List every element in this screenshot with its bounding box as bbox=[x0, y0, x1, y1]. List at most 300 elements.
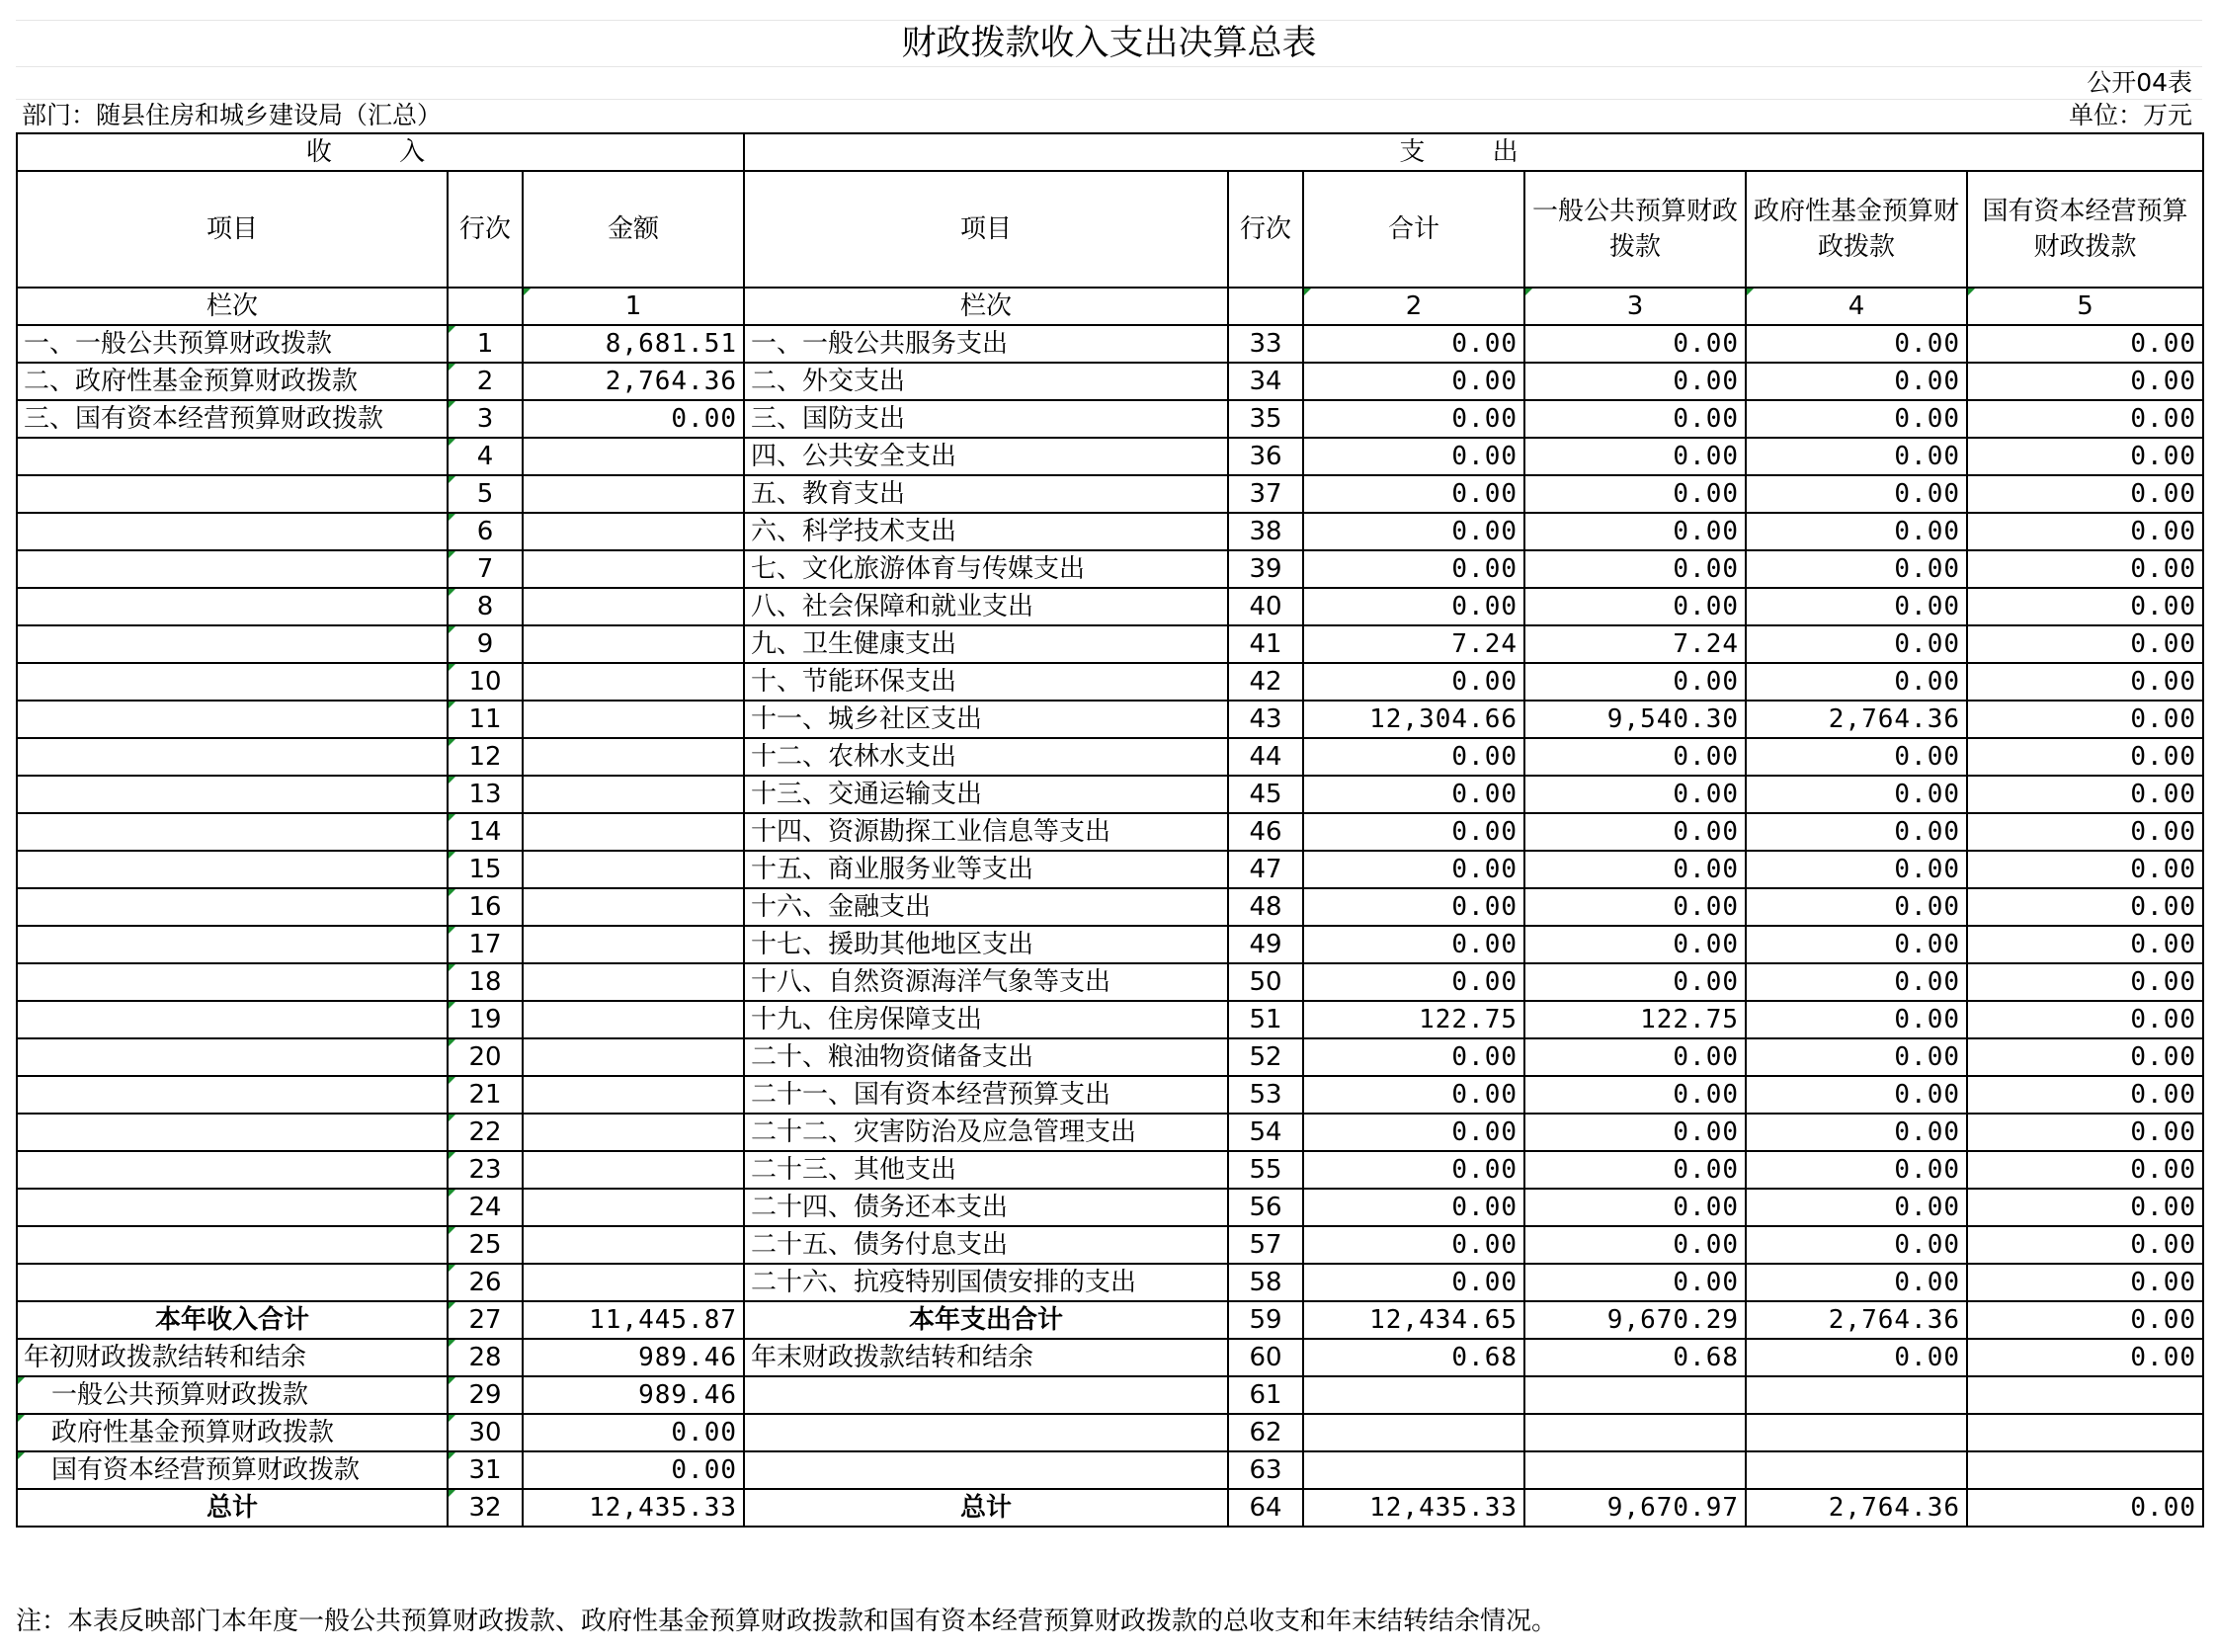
index-label: 栏次 bbox=[17, 288, 448, 325]
form-code-row bbox=[16, 67, 2202, 100]
col-header-state: 国有资本经营预算财政拨款 bbox=[1967, 171, 2203, 288]
col-header-income-amount: 金额 bbox=[523, 171, 744, 288]
income-row-no: 25 bbox=[448, 1226, 523, 1264]
income-item bbox=[17, 926, 448, 963]
expense-row-no: 61 bbox=[1228, 1376, 1303, 1414]
income-item bbox=[17, 1076, 448, 1114]
income-item bbox=[17, 550, 448, 588]
state-cell: 0.00 bbox=[1967, 888, 2203, 926]
expense-row-no: 38 bbox=[1228, 513, 1303, 550]
income-row-no: 31 bbox=[448, 1451, 523, 1489]
fund-cell: 0.00 bbox=[1746, 963, 1967, 1001]
expense-item: 一、一般公共服务支出 bbox=[744, 325, 1228, 363]
state-cell: 0.00 bbox=[1967, 325, 2203, 363]
income-row-no: 7 bbox=[448, 550, 523, 588]
total-cell: 12,434.65 bbox=[1303, 1301, 1524, 1339]
income-amount bbox=[523, 663, 744, 701]
general-cell: 0.00 bbox=[1524, 438, 1746, 475]
total-cell: 0.00 bbox=[1303, 400, 1524, 438]
fund-cell: 0.00 bbox=[1746, 1151, 1967, 1189]
expense-row-no: 34 bbox=[1228, 363, 1303, 400]
income-item bbox=[17, 963, 448, 1001]
total-cell: 0.00 bbox=[1303, 1189, 1524, 1226]
col-header-total: 合计 bbox=[1303, 171, 1524, 288]
income-row-no: 2 bbox=[448, 363, 523, 400]
general-cell bbox=[1524, 1376, 1746, 1414]
fund-cell: 0.00 bbox=[1746, 475, 1967, 513]
general-cell: 0.00 bbox=[1524, 663, 1746, 701]
fund-cell: 0.00 bbox=[1746, 1076, 1967, 1114]
general-cell: 0.00 bbox=[1524, 550, 1746, 588]
state-cell: 0.00 bbox=[1967, 513, 2203, 550]
state-cell: 0.00 bbox=[1967, 1114, 2203, 1151]
total-cell: 7.24 bbox=[1303, 625, 1524, 663]
expense-item: 十一、城乡社区支出 bbox=[744, 701, 1228, 738]
total-cell: 0.00 bbox=[1303, 363, 1524, 400]
general-cell: 0.00 bbox=[1524, 1038, 1746, 1076]
general-cell: 0.00 bbox=[1524, 813, 1746, 851]
state-cell: 0.00 bbox=[1967, 963, 2203, 1001]
expense-item: 十、节能环保支出 bbox=[744, 663, 1228, 701]
income-row-no: 1 bbox=[448, 325, 523, 363]
general-cell: 9,670.97 bbox=[1524, 1489, 1746, 1527]
income-row-no: 20 bbox=[448, 1038, 523, 1076]
general-cell: 0.00 bbox=[1524, 888, 1746, 926]
income-item bbox=[17, 1189, 448, 1226]
table-row bbox=[17, 888, 2203, 926]
expense-item: 本年支出合计 bbox=[744, 1301, 1228, 1339]
table-row bbox=[17, 1151, 2203, 1189]
expense-item: 五、教育支出 bbox=[744, 475, 1228, 513]
income-amount bbox=[523, 776, 744, 813]
expense-item: 二十六、抗疫特别国债安排的支出 bbox=[744, 1264, 1228, 1301]
total-cell: 0.00 bbox=[1303, 513, 1524, 550]
state-cell: 0.00 bbox=[1967, 625, 2203, 663]
income-row-no: 17 bbox=[448, 926, 523, 963]
fund-cell: 0.00 bbox=[1746, 926, 1967, 963]
income-row-no: 30 bbox=[448, 1414, 523, 1451]
fund-cell: 0.00 bbox=[1746, 325, 1967, 363]
fund-cell: 0.00 bbox=[1746, 438, 1967, 475]
general-cell: 0.00 bbox=[1524, 963, 1746, 1001]
expense-item: 二十四、债务还本支出 bbox=[744, 1189, 1228, 1226]
income-amount bbox=[523, 1076, 744, 1114]
table-row bbox=[17, 926, 2203, 963]
expense-row-no: 64 bbox=[1228, 1489, 1303, 1527]
summary-row bbox=[17, 1339, 2203, 1376]
table-row bbox=[17, 1038, 2203, 1076]
expense-row-no: 56 bbox=[1228, 1189, 1303, 1226]
group-header-row bbox=[17, 133, 2203, 171]
state-cell: 0.00 bbox=[1967, 776, 2203, 813]
total-cell: 0.00 bbox=[1303, 926, 1524, 963]
table-row bbox=[17, 776, 2203, 813]
income-item: 政府性基金预算财政拨款 bbox=[17, 1414, 448, 1451]
income-item: 一般公共预算财政拨款 bbox=[17, 1376, 448, 1414]
income-item: 总计 bbox=[17, 1489, 448, 1527]
income-row-no: 18 bbox=[448, 963, 523, 1001]
expense-item: 九、卫生健康支出 bbox=[744, 625, 1228, 663]
expense-row-no: 33 bbox=[1228, 325, 1303, 363]
general-cell: 0.00 bbox=[1524, 1114, 1746, 1151]
total-cell: 0.68 bbox=[1303, 1339, 1524, 1376]
income-item bbox=[17, 588, 448, 625]
income-amount: 12,435.33 bbox=[523, 1489, 744, 1527]
expense-row-no: 40 bbox=[1228, 588, 1303, 625]
table-row bbox=[17, 663, 2203, 701]
income-row-no: 8 bbox=[448, 588, 523, 625]
expense-row-no: 44 bbox=[1228, 738, 1303, 776]
income-item bbox=[17, 1001, 448, 1038]
table-row bbox=[17, 325, 2203, 363]
expense-row-no: 52 bbox=[1228, 1038, 1303, 1076]
total-cell: 0.00 bbox=[1303, 851, 1524, 888]
table-row bbox=[17, 1264, 2203, 1301]
income-row-no: 26 bbox=[448, 1264, 523, 1301]
income-item bbox=[17, 1038, 448, 1076]
expense-row-no: 48 bbox=[1228, 888, 1303, 926]
expense-row-no: 49 bbox=[1228, 926, 1303, 963]
expense-item: 三、国防支出 bbox=[744, 400, 1228, 438]
total-cell bbox=[1303, 1376, 1524, 1414]
col-header-expense-row: 行次 bbox=[1228, 171, 1303, 288]
fund-cell: 0.00 bbox=[1746, 588, 1967, 625]
table-row bbox=[17, 550, 2203, 588]
expense-row-no: 57 bbox=[1228, 1226, 1303, 1264]
total-cell: 0.00 bbox=[1303, 738, 1524, 776]
table-row bbox=[17, 851, 2203, 888]
general-cell: 9,670.29 bbox=[1524, 1301, 1746, 1339]
income-amount: 2,764.36 bbox=[523, 363, 744, 400]
total-cell: 12,304.66 bbox=[1303, 701, 1524, 738]
index-state: 5 bbox=[1967, 288, 2203, 325]
fund-cell: 0.00 bbox=[1746, 1114, 1967, 1151]
table-row bbox=[17, 1076, 2203, 1114]
state-cell bbox=[1967, 1451, 2203, 1489]
income-item bbox=[17, 663, 448, 701]
income-item: 本年收入合计 bbox=[17, 1301, 448, 1339]
expense-item: 十九、住房保障支出 bbox=[744, 1001, 1228, 1038]
income-amount bbox=[523, 438, 744, 475]
income-row-no: 23 bbox=[448, 1151, 523, 1189]
state-cell: 0.00 bbox=[1967, 1001, 2203, 1038]
fund-cell: 0.00 bbox=[1746, 888, 1967, 926]
fund-cell: 0.00 bbox=[1746, 1264, 1967, 1301]
summary-total-row bbox=[17, 1301, 2203, 1339]
income-item: 国有资本经营预算财政拨款 bbox=[17, 1451, 448, 1489]
unit-label: 单位：万元 bbox=[2068, 101, 2192, 129]
general-cell: 0.00 bbox=[1524, 400, 1746, 438]
state-cell: 0.00 bbox=[1967, 363, 2203, 400]
expense-item: 二十三、其他支出 bbox=[744, 1151, 1228, 1189]
income-amount bbox=[523, 625, 744, 663]
table-row bbox=[17, 438, 2203, 475]
income-row-no: 12 bbox=[448, 738, 523, 776]
income-row-no: 32 bbox=[448, 1489, 523, 1527]
general-cell: 0.00 bbox=[1524, 1189, 1746, 1226]
income-amount bbox=[523, 1226, 744, 1264]
summary-row bbox=[17, 1376, 2203, 1414]
general-cell: 0.00 bbox=[1524, 851, 1746, 888]
expense-item: 四、公共安全支出 bbox=[744, 438, 1228, 475]
income-row-no: 21 bbox=[448, 1076, 523, 1114]
income-item: 二、政府性基金预算财政拨款 bbox=[17, 363, 448, 400]
col-header-expense-item: 项目 bbox=[744, 171, 1228, 288]
col-header-general: 一般公共预算财政拨款 bbox=[1524, 171, 1746, 288]
expense-row-no: 58 bbox=[1228, 1264, 1303, 1301]
general-cell: 7.24 bbox=[1524, 625, 1746, 663]
fund-cell: 0.00 bbox=[1746, 550, 1967, 588]
expense-row-no: 45 bbox=[1228, 776, 1303, 813]
summary-row bbox=[17, 1451, 2203, 1489]
state-cell: 0.00 bbox=[1967, 475, 2203, 513]
expense-item: 总计 bbox=[744, 1489, 1228, 1527]
fund-cell: 0.00 bbox=[1746, 1339, 1967, 1376]
table-row bbox=[17, 738, 2203, 776]
department-label: 部门：随县住房和城乡建设局（汇总） bbox=[22, 101, 443, 129]
expense-row-no: 39 bbox=[1228, 550, 1303, 588]
expense-group-header: 支 出 bbox=[744, 133, 2203, 171]
expense-item: 六、科学技术支出 bbox=[744, 513, 1228, 550]
income-amount bbox=[523, 1264, 744, 1301]
income-amount: 11,445.87 bbox=[523, 1301, 744, 1339]
table-row bbox=[17, 588, 2203, 625]
income-group-header: 收 入 bbox=[17, 133, 744, 171]
income-row-no: 13 bbox=[448, 776, 523, 813]
income-amount bbox=[523, 1114, 744, 1151]
general-cell: 0.00 bbox=[1524, 363, 1746, 400]
table-row bbox=[17, 1114, 2203, 1151]
income-row-no: 4 bbox=[448, 438, 523, 475]
fund-cell: 2,764.36 bbox=[1746, 1301, 1967, 1339]
table-row bbox=[17, 1189, 2203, 1226]
expense-item bbox=[744, 1451, 1228, 1489]
total-cell: 122.75 bbox=[1303, 1001, 1524, 1038]
fund-cell: 0.00 bbox=[1746, 513, 1967, 550]
general-cell: 0.00 bbox=[1524, 1076, 1746, 1114]
state-cell: 0.00 bbox=[1967, 1264, 2203, 1301]
income-item: 年初财政拨款结转和结余 bbox=[17, 1339, 448, 1376]
expense-row-no: 36 bbox=[1228, 438, 1303, 475]
expense-row-no: 62 bbox=[1228, 1414, 1303, 1451]
fund-cell: 0.00 bbox=[1746, 363, 1967, 400]
expense-item bbox=[744, 1376, 1228, 1414]
index-income-amount: 1 bbox=[523, 288, 744, 325]
state-cell: 0.00 bbox=[1967, 1226, 2203, 1264]
summary-total-row bbox=[17, 1489, 2203, 1527]
income-amount bbox=[523, 1189, 744, 1226]
general-cell: 0.00 bbox=[1524, 475, 1746, 513]
total-cell: 0.00 bbox=[1303, 963, 1524, 1001]
expense-row-no: 53 bbox=[1228, 1076, 1303, 1114]
state-cell: 0.00 bbox=[1967, 1301, 2203, 1339]
expense-item: 二十一、国有资本经营预算支出 bbox=[744, 1076, 1228, 1114]
expense-item: 十二、农林水支出 bbox=[744, 738, 1228, 776]
income-row-no: 28 bbox=[448, 1339, 523, 1376]
total-cell: 0.00 bbox=[1303, 1264, 1524, 1301]
expense-row-no: 55 bbox=[1228, 1151, 1303, 1189]
table-row bbox=[17, 363, 2203, 400]
state-cell: 0.00 bbox=[1967, 813, 2203, 851]
income-amount: 989.46 bbox=[523, 1339, 744, 1376]
income-amount bbox=[523, 926, 744, 963]
general-cell: 122.75 bbox=[1524, 1001, 1746, 1038]
income-amount bbox=[523, 588, 744, 625]
table-row bbox=[17, 813, 2203, 851]
income-amount bbox=[523, 701, 744, 738]
index-total: 2 bbox=[1303, 288, 1524, 325]
income-row-no: 5 bbox=[448, 475, 523, 513]
state-cell: 0.00 bbox=[1967, 400, 2203, 438]
total-cell: 0.00 bbox=[1303, 1226, 1524, 1264]
expense-item: 十七、援助其他地区支出 bbox=[744, 926, 1228, 963]
expense-item bbox=[744, 1414, 1228, 1451]
index-blank bbox=[448, 288, 523, 325]
fund-cell bbox=[1746, 1376, 1967, 1414]
expense-item: 十三、交通运输支出 bbox=[744, 776, 1228, 813]
income-amount: 0.00 bbox=[523, 400, 744, 438]
expense-item: 十八、自然资源海洋气象等支出 bbox=[744, 963, 1228, 1001]
fund-cell: 0.00 bbox=[1746, 1038, 1967, 1076]
general-cell: 0.00 bbox=[1524, 1151, 1746, 1189]
total-cell: 0.00 bbox=[1303, 475, 1524, 513]
income-row-no: 11 bbox=[448, 701, 523, 738]
total-cell: 0.00 bbox=[1303, 1076, 1524, 1114]
income-amount: 0.00 bbox=[523, 1414, 744, 1451]
table-row bbox=[17, 513, 2203, 550]
state-cell: 0.00 bbox=[1967, 1489, 2203, 1527]
income-amount bbox=[523, 513, 744, 550]
total-cell: 0.00 bbox=[1303, 438, 1524, 475]
income-item bbox=[17, 1264, 448, 1301]
income-row-no: 14 bbox=[448, 813, 523, 851]
expense-row-no: 37 bbox=[1228, 475, 1303, 513]
total-cell bbox=[1303, 1414, 1524, 1451]
fund-cell: 0.00 bbox=[1746, 400, 1967, 438]
expense-row-no: 59 bbox=[1228, 1301, 1303, 1339]
expense-row-no: 50 bbox=[1228, 963, 1303, 1001]
general-cell: 0.00 bbox=[1524, 1226, 1746, 1264]
income-amount bbox=[523, 1038, 744, 1076]
general-cell: 0.00 bbox=[1524, 325, 1746, 363]
income-amount bbox=[523, 1001, 744, 1038]
income-row-no: 22 bbox=[448, 1114, 523, 1151]
income-item bbox=[17, 851, 448, 888]
state-cell: 0.00 bbox=[1967, 550, 2203, 588]
state-cell: 0.00 bbox=[1967, 738, 2203, 776]
table-row bbox=[17, 475, 2203, 513]
state-cell: 0.00 bbox=[1967, 701, 2203, 738]
expense-row-no: 63 bbox=[1228, 1451, 1303, 1489]
expense-row-no: 46 bbox=[1228, 813, 1303, 851]
fund-cell: 0.00 bbox=[1746, 776, 1967, 813]
income-item: 三、国有资本经营预算财政拨款 bbox=[17, 400, 448, 438]
income-row-no: 15 bbox=[448, 851, 523, 888]
income-item bbox=[17, 475, 448, 513]
income-item bbox=[17, 813, 448, 851]
general-cell: 0.68 bbox=[1524, 1339, 1746, 1376]
total-cell bbox=[1303, 1451, 1524, 1489]
income-item bbox=[17, 701, 448, 738]
summary-row bbox=[17, 1414, 2203, 1451]
income-amount bbox=[523, 888, 744, 926]
index-exp-blank bbox=[1228, 288, 1303, 325]
income-item bbox=[17, 438, 448, 475]
income-row-no: 16 bbox=[448, 888, 523, 926]
expense-row-no: 60 bbox=[1228, 1339, 1303, 1376]
income-amount bbox=[523, 851, 744, 888]
fund-cell bbox=[1746, 1451, 1967, 1489]
index-general: 3 bbox=[1524, 288, 1746, 325]
fund-cell: 0.00 bbox=[1746, 1001, 1967, 1038]
total-cell: 0.00 bbox=[1303, 888, 1524, 926]
income-amount: 989.46 bbox=[523, 1376, 744, 1414]
expense-item: 二十二、灾害防治及应急管理支出 bbox=[744, 1114, 1228, 1151]
income-item: 一、一般公共预算财政拨款 bbox=[17, 325, 448, 363]
expense-item: 十六、金融支出 bbox=[744, 888, 1228, 926]
fund-cell: 0.00 bbox=[1746, 663, 1967, 701]
index-fund: 4 bbox=[1746, 288, 1967, 325]
column-index-row bbox=[17, 288, 2203, 325]
state-cell: 0.00 bbox=[1967, 851, 2203, 888]
income-amount bbox=[523, 963, 744, 1001]
total-cell: 0.00 bbox=[1303, 813, 1524, 851]
state-cell: 0.00 bbox=[1967, 588, 2203, 625]
income-item bbox=[17, 1226, 448, 1264]
department-row bbox=[16, 100, 2202, 132]
state-cell: 0.00 bbox=[1967, 1339, 2203, 1376]
state-cell: 0.00 bbox=[1967, 1151, 2203, 1189]
total-cell: 0.00 bbox=[1303, 1151, 1524, 1189]
state-cell: 0.00 bbox=[1967, 926, 2203, 963]
fund-cell: 2,764.36 bbox=[1746, 701, 1967, 738]
fund-cell: 0.00 bbox=[1746, 851, 1967, 888]
general-cell: 0.00 bbox=[1524, 776, 1746, 813]
state-cell bbox=[1967, 1376, 2203, 1414]
general-cell: 9,540.30 bbox=[1524, 701, 1746, 738]
expense-row-no: 43 bbox=[1228, 701, 1303, 738]
total-cell: 0.00 bbox=[1303, 550, 1524, 588]
income-amount bbox=[523, 550, 744, 588]
expense-item: 年末财政拨款结转和结余 bbox=[744, 1339, 1228, 1376]
state-cell: 0.00 bbox=[1967, 1189, 2203, 1226]
income-item bbox=[17, 738, 448, 776]
index-exp-label: 栏次 bbox=[744, 288, 1228, 325]
fund-cell: 0.00 bbox=[1746, 1189, 1967, 1226]
table-row bbox=[17, 963, 2203, 1001]
expense-row-no: 47 bbox=[1228, 851, 1303, 888]
general-cell bbox=[1524, 1414, 1746, 1451]
income-amount bbox=[523, 475, 744, 513]
fund-cell: 0.00 bbox=[1746, 625, 1967, 663]
income-amount bbox=[523, 1151, 744, 1189]
expense-row-no: 54 bbox=[1228, 1114, 1303, 1151]
expense-row-no: 35 bbox=[1228, 400, 1303, 438]
income-row-no: 29 bbox=[448, 1376, 523, 1414]
total-cell: 0.00 bbox=[1303, 776, 1524, 813]
column-header-row bbox=[17, 171, 2203, 288]
state-cell: 0.00 bbox=[1967, 1076, 2203, 1114]
total-cell: 12,435.33 bbox=[1303, 1489, 1524, 1527]
income-amount: 0.00 bbox=[523, 1451, 744, 1489]
table-row bbox=[17, 400, 2203, 438]
general-cell: 0.00 bbox=[1524, 1264, 1746, 1301]
expense-item: 二十、粮油物资储备支出 bbox=[744, 1038, 1228, 1076]
expense-row-no: 42 bbox=[1228, 663, 1303, 701]
total-cell: 0.00 bbox=[1303, 663, 1524, 701]
income-amount bbox=[523, 738, 744, 776]
col-header-income-row: 行次 bbox=[448, 171, 523, 288]
